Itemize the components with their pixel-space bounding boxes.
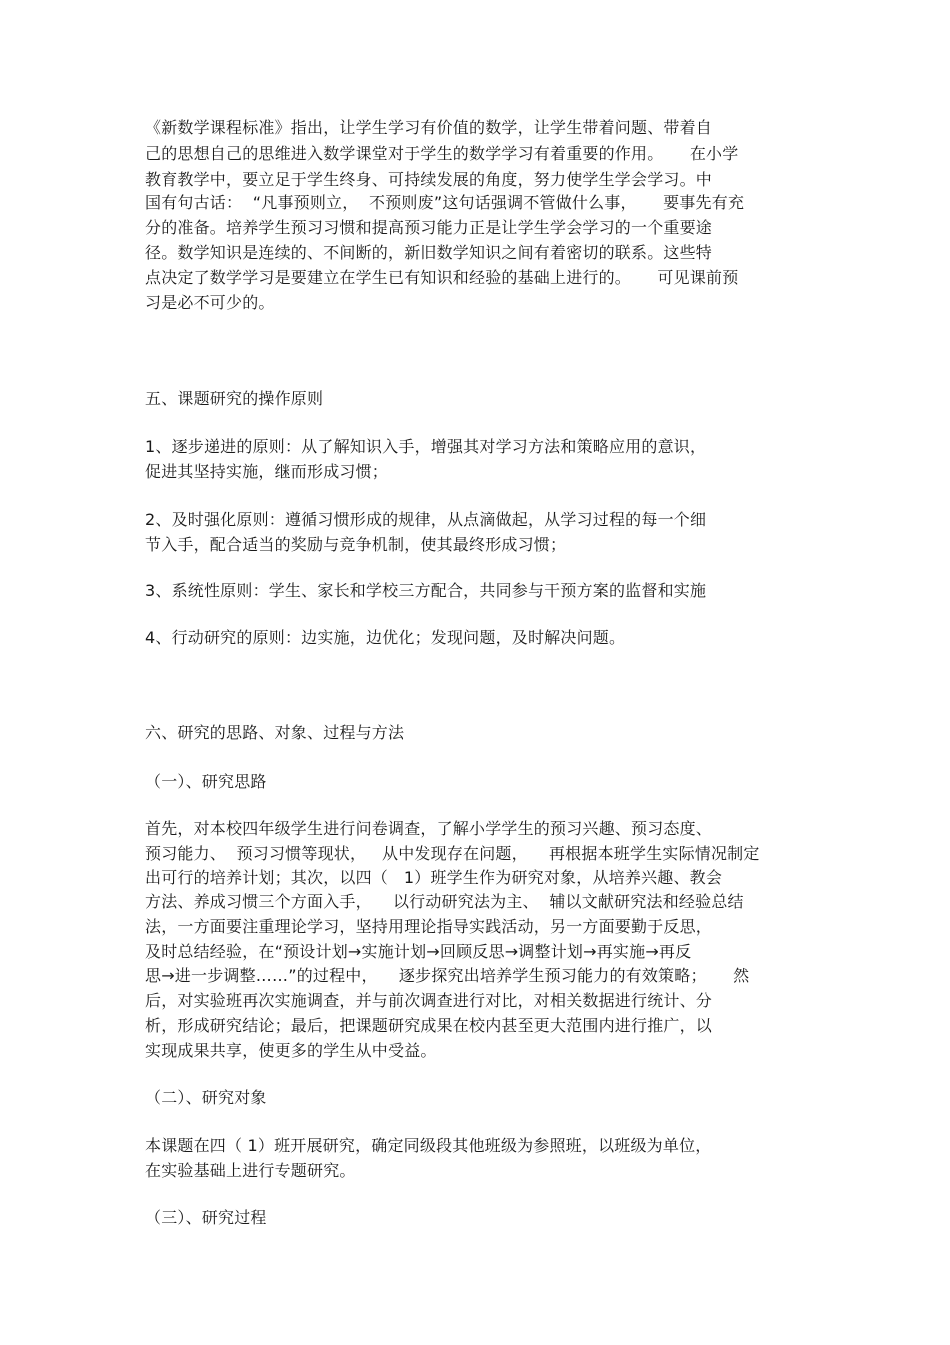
paragraph-line: 后，对实验班再次实施调查，并与前次调查进行对比，对相关数据进行统计、分 <box>145 991 713 1010</box>
intro-line: 分的准备。培养学生预习习惯和提高预习能力正是让学生学会学习的一个重要途 <box>145 218 713 237</box>
intro-line: 习是必不可少的。 <box>145 293 275 312</box>
subsection-heading: （二）、研究对象 <box>145 1088 267 1107</box>
principle-item: 4、行动研究的原则：边实施，边优化；发现问题，及时解决问题。 <box>145 628 626 647</box>
paragraph-line: 出可行的培养计划；其次，以四（ 1）班学生作为研究对象，从培养兴趣、教会 <box>145 868 723 887</box>
paragraph-line: 本课题在四（ 1）班开展研究，确定同级段其他班级为参照班，以班级为单位， <box>145 1136 712 1155</box>
intro-line: 己的思想自己的思维进入数学课堂对于学生的数学学习有着重要的作用。 在小学 <box>145 144 739 163</box>
subsection-heading: （一）、研究思路 <box>145 772 267 791</box>
paragraph-line: 实现成果共享，使更多的学生从中受益。 <box>145 1041 437 1060</box>
paragraph-line: 思→进一步调整……”的过程中， 逐步探究出培养学生预习能力的有效策略； 然 <box>145 966 750 985</box>
paragraph-line: 首先，对本校四年级学生进行问卷调查，了解小学学生的预习兴趣、预习态度、 <box>145 819 713 838</box>
intro-line: 点决定了数学学习是要建立在学生已有知识和经验的基础上进行的。 可见课前预 <box>145 268 739 287</box>
paragraph-line: 析，形成研究结论；最后，把课题研究成果在校内甚至更大范围内进行推广，以 <box>145 1016 713 1035</box>
paragraph-line: 在实验基础上进行专题研究。 <box>145 1161 356 1180</box>
principle-item: 节入手，配合适当的奖励与竞争机制，使其最终形成习惯； <box>145 535 567 554</box>
paragraph-line: 方法、养成习惯三个方面入手， 以行动研究法为主、 辅以文献研究法和经验总结 <box>145 892 744 911</box>
paragraph-line: 及时总结经验，在“预设计划→实施计划→回顾反思→调整计划→再实施→再反 <box>145 942 692 961</box>
principle-item: 2、及时强化原则：遵循习惯形成的规律，从点滴做起，从学习过程的每一个细 <box>145 510 707 529</box>
section-heading: 五、课题研究的操作原则 <box>145 389 324 408</box>
principle-item: 1、逐步递进的原则：从了解知识入手，增强其对学习方法和策略应用的意识， <box>145 437 707 456</box>
intro-line: 国有句古话： “凡事预则立， 不预则废”这句话强调不管做什么事， 要事先有充 <box>145 193 745 212</box>
principle-item: 促进其坚持实施，继而形成习惯； <box>145 462 389 481</box>
intro-line: 径。数学知识是连续的、不间断的，新旧数学知识之间有着密切的联系。这些特 <box>145 243 713 262</box>
paragraph-line: 预习能力、 预习习惯等现状， 从中发现存在问题， 再根据本班学生实际情况制定 <box>145 844 760 863</box>
intro-line: 《新数学课程标准》指出，让学生学习有价值的数学，让学生带着问题、带着自 <box>145 118 713 137</box>
intro-line: 教育教学中，要立足于学生终身、可持续发展的角度，努力使学生学会学习。中 <box>145 170 713 189</box>
section-heading: 六、研究的思路、对象、过程与方法 <box>145 723 405 742</box>
subsection-heading: （三）、研究过程 <box>145 1208 267 1227</box>
principle-item: 3、系统性原则：学生、家长和学校三方配合，共同参与干预方案的监督和实施 <box>145 581 707 600</box>
paragraph-line: 法，一方面要注重理论学习，坚持用理论指导实践活动，另一方面要勤于反思， <box>145 917 713 936</box>
